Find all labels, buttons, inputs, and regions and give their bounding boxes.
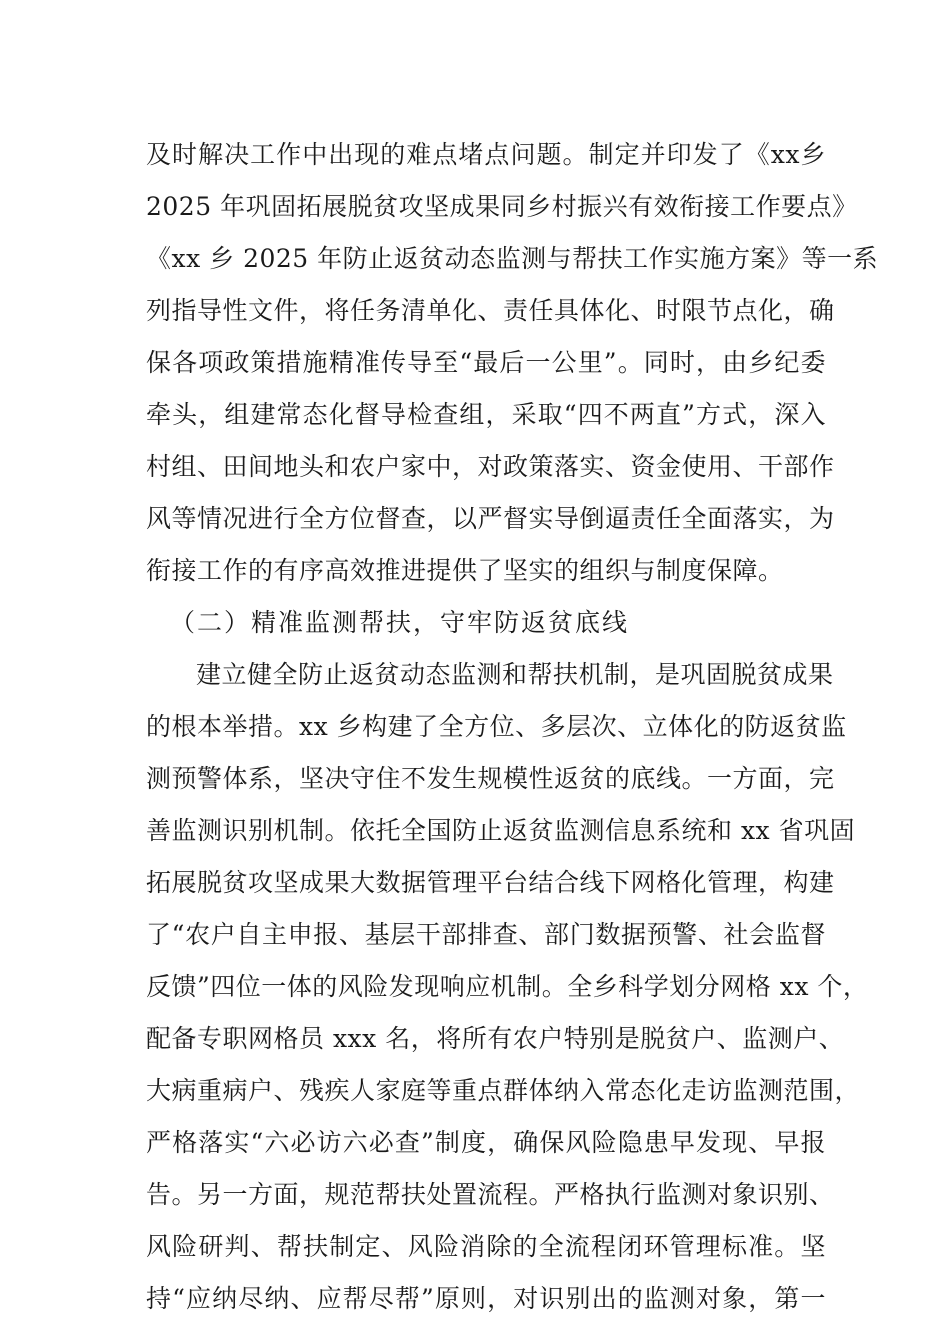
text-line: 持“应纳尽纳、应帮尽帮”原则，对识别出的监测对象，第一: [146, 1284, 826, 1313]
text-line: 严格落实“六必访六必查”制度，确保风险隐患早发现、早报: [146, 1128, 826, 1157]
text-line: 及时解决工作中出现的难点堵点问题。制定并印发了《xx乡: [146, 140, 826, 169]
text-line: 拓展脱贫攻坚成果大数据管理平台结合线下网格化管理，构建: [146, 868, 835, 897]
text-line: 衔接工作的有序高效推进提供了坚实的组织与制度保障。: [146, 556, 784, 585]
text-line: 大病重病户、残疾人家庭等重点群体纳入常态化走访监测范围，: [146, 1076, 861, 1105]
text-line: 村组、田间地头和农户家中，对政策落实、资金使用、干部作: [146, 452, 835, 481]
text-line: 善监测识别机制。依托全国防止返贫监测信息系统和 xx 省巩固: [146, 816, 856, 845]
text-line: 配备专职网格员 xxx 名，将所有农户特别是脱贫户、监测户、: [146, 1024, 845, 1053]
text-line: 测预警体系，坚决守住不发生规模性返贫的底线。一方面，完: [146, 764, 835, 793]
text-line: 风险研判、帮扶制定、风险消除的全流程闭环管理标准。坚: [146, 1232, 826, 1261]
text-line: 列指导性文件，将任务清单化、责任具体化、时限节点化，确: [146, 296, 835, 325]
section-heading: （二）精准监测帮扶，守牢防返贫底线: [170, 608, 630, 637]
text-line: 《xx 乡 2025 年防止返贫动态监测与帮扶工作实施方案》等一系: [146, 244, 879, 273]
text-line: 保各项政策措施精准传导至“最后一公里”。同时，由乡纪委: [146, 348, 826, 377]
text-line: 反馈”四位一体的风险发现响应机制。全乡科学划分网格 xx 个，: [146, 972, 869, 1001]
text-line: 牵头，组建常态化督导检查组，采取“四不两直”方式，深入: [146, 400, 826, 429]
text-line: 风等情况进行全方位督查，以严督实导倒逼责任全面落实，为: [146, 504, 835, 533]
text-line: 告。另一方面，规范帮扶处置流程。严格执行监测对象识别、: [146, 1180, 835, 1209]
text-line: 2025 年巩固拓展脱贫攻坚成果同乡村振兴有效衔接工作要点》: [146, 192, 858, 221]
text-line: 的根本举措。xx 乡构建了全方位、多层次、立体化的防返贫监: [146, 712, 847, 741]
text-line: 建立健全防止返贫动态监测和帮扶机制，是巩固脱贫成果: [196, 660, 834, 689]
text-line: 了“农户自主申报、基层干部排查、部门数据预警、社会监督: [146, 920, 826, 949]
